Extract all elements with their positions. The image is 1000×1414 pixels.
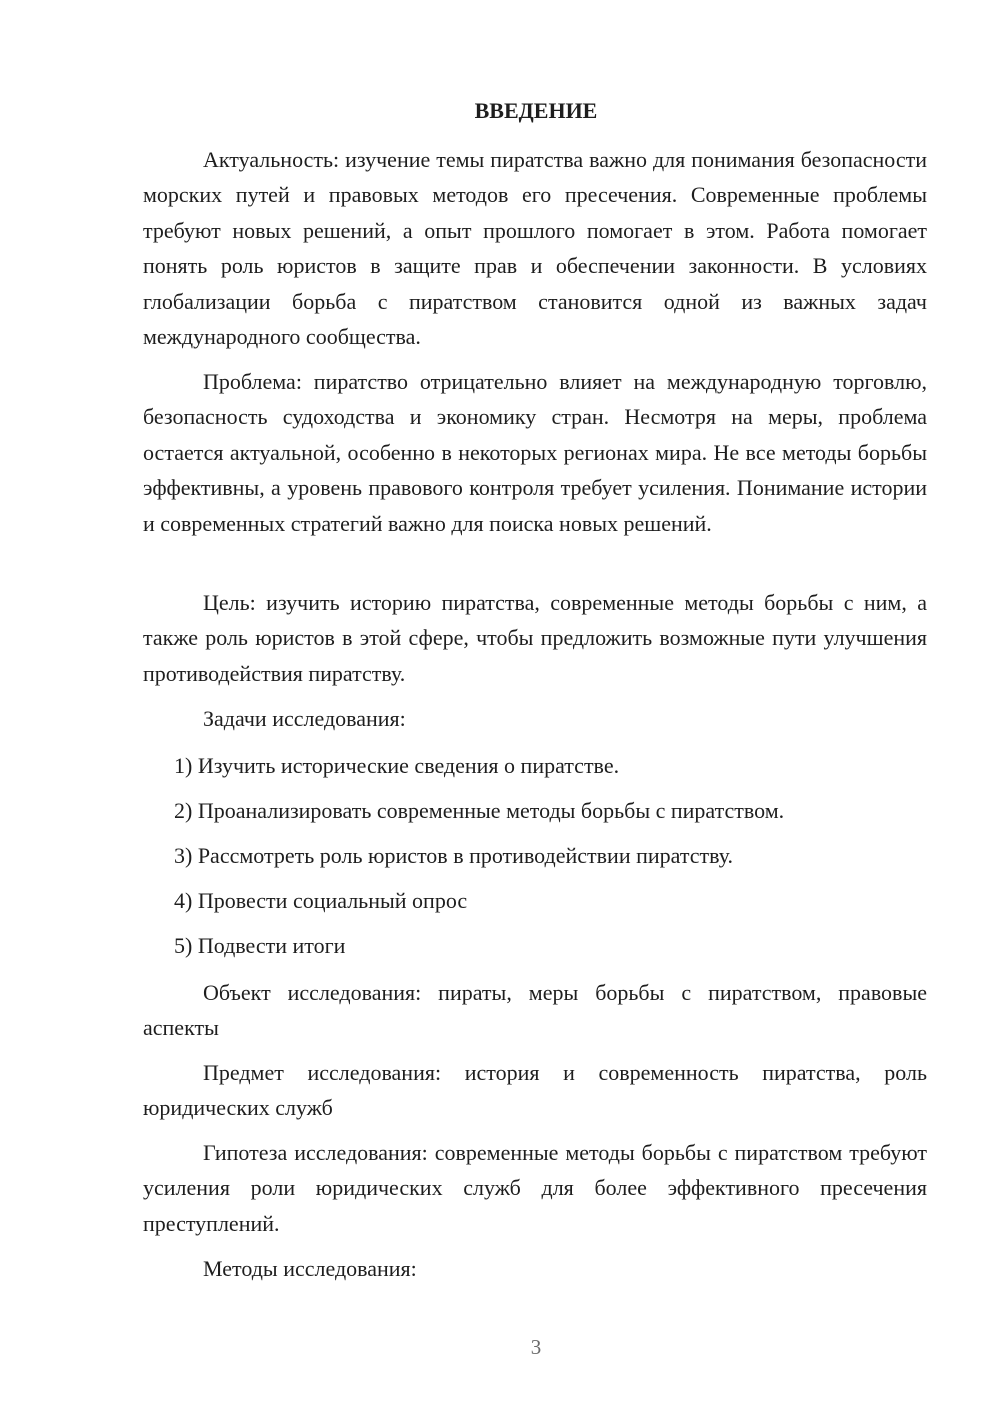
task-item-4: 4) Провести социальный опрос [174, 888, 468, 913]
task-item-1: 1) Изучить исторические сведения о пиратстве. [174, 753, 620, 778]
tasks-heading: Задачи исследования: [203, 706, 406, 731]
problem-paragraph: Проблема: пиратство отрицательно влияет на международную торговлю, безопасность судоходства и экономику стран. Несмотря на меры, проблема остается актуальной, особенно в некоторых регионах мира. Не все методы борьбы эффективны, а уровень правового контроля требует усиления. Понимание истории и современных стратегий важно для поиска новых решений. [143, 369, 927, 536]
object-paragraph: Объект исследования: пираты, меры борьбы с пиратством, правовые аспекты [143, 980, 927, 1041]
page-number: 3 [530, 1335, 542, 1359]
relevance-paragraph: Актуальность: изучение темы пиратства важно для понимания безопасности морских путей и правовых методов его пресечения. Современные проблемы требуют новых решений, а опыт прошлого помогает в этом. Работа помогает понять роль юристов в защите прав и обеспечении законности. В условиях глобализации борьба с пиратством становится одной из важных задач международного сообщества. [143, 147, 927, 350]
methods-heading: Методы исследования: [203, 1256, 417, 1281]
section-title: ВВЕДЕНИЕ [474, 98, 598, 123]
goal-paragraph: Цель: изучить историю пиратства, современные методы борьбы с ним, а также роль юристов в этой сфере, чтобы предложить возможные пути улучшения противодействия пиратству. [143, 590, 927, 686]
subject-paragraph: Предмет исследования: история и современность пиратства, роль юридических служб [143, 1060, 927, 1121]
task-item-2: 2) Проанализировать современные методы борьбы с пиратством. [174, 798, 785, 823]
hypothesis-paragraph: Гипотеза исследования: современные методы борьбы с пиратством требуют усиления роли юридических служб для более эффективного пресечения преступлений. [143, 1140, 927, 1236]
task-item-3: 3) Рассмотреть роль юристов в противодействии пиратству. [174, 843, 734, 868]
task-item-5: 5) Подвести итоги [174, 933, 346, 958]
